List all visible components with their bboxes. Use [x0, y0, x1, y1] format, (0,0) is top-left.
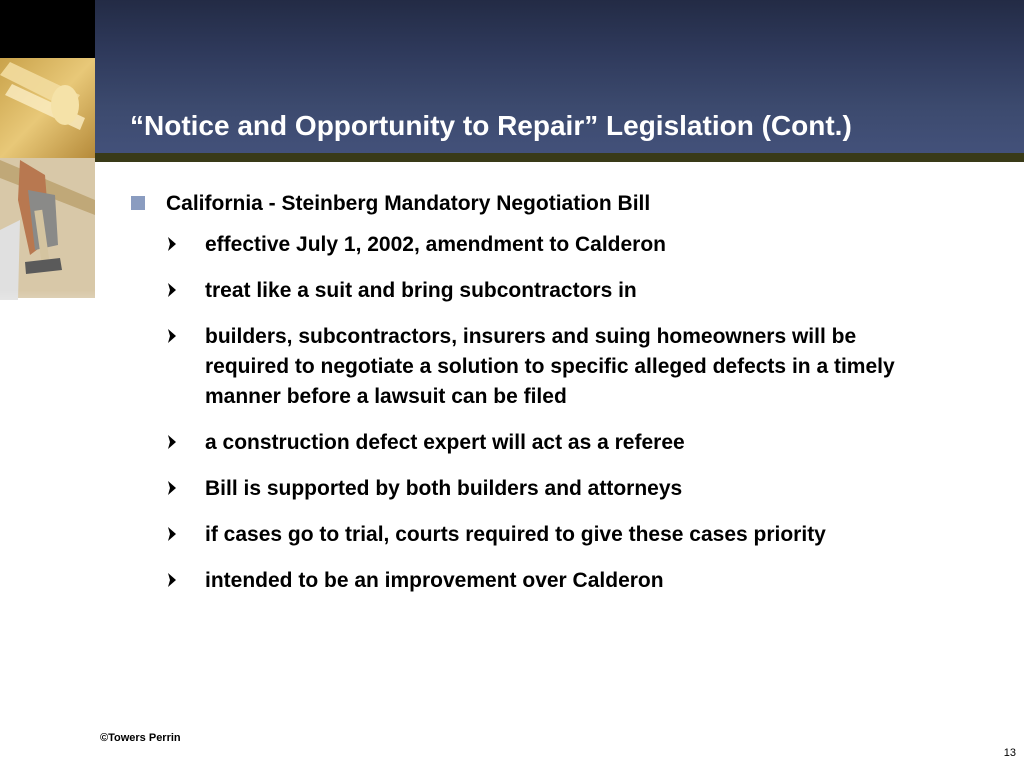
sub-bullet	[167, 566, 931, 596]
arrow-bullet-icon	[167, 526, 177, 542]
sub-bullet-text: if cases go to trial, courts required to give these cases priority	[205, 523, 826, 546]
main-bullet-text: California - Steinberg Mandatory Negotiation Bill	[166, 192, 651, 215]
sub-bullet-text: Bill is supported by both builders and attorneys	[205, 477, 683, 500]
arrow-bullet-icon	[167, 236, 177, 252]
slide-title: “Notice and Opportunity to Repair” Legislation (Cont.)	[130, 110, 852, 141]
sub-bullet	[167, 428, 931, 458]
sub-bullet	[167, 520, 931, 550]
arrow-bullet-icon	[167, 434, 177, 450]
arrow-bullet-icon	[167, 282, 177, 298]
sub-bullet-list	[167, 230, 931, 596]
sub-bullet-text: builders, subcontractors, insurers and suing homeowners will be required to negotiate a solution to specific alleged defects in a timely manner before a lawsuit can be filed	[205, 325, 895, 408]
sub-bullet-text: intended to be an improvement over Calderon	[205, 569, 664, 592]
slide-content	[131, 190, 931, 612]
arrow-bullet-icon	[167, 328, 177, 344]
sub-bullet-text: treat like a suit and bring subcontractors in	[205, 279, 637, 302]
sub-bullet-text: a construction defect expert will act as a referee	[205, 431, 685, 454]
sub-bullet	[167, 230, 931, 260]
page-number: 13	[1003, 747, 1016, 759]
title-divider	[95, 153, 1024, 162]
construction-photo-strip	[0, 0, 95, 350]
square-bullet-icon	[131, 196, 145, 210]
arrow-bullet-icon	[167, 480, 177, 496]
copyright-footer: ©Towers Perrin	[100, 732, 181, 744]
sub-bullet	[167, 474, 931, 504]
sub-bullet	[167, 322, 931, 412]
sub-bullet	[167, 276, 931, 306]
sub-bullet-text: effective July 1, 2002, amendment to Calderon	[205, 233, 666, 256]
main-bullet	[131, 190, 931, 230]
arrow-bullet-icon	[167, 572, 177, 588]
